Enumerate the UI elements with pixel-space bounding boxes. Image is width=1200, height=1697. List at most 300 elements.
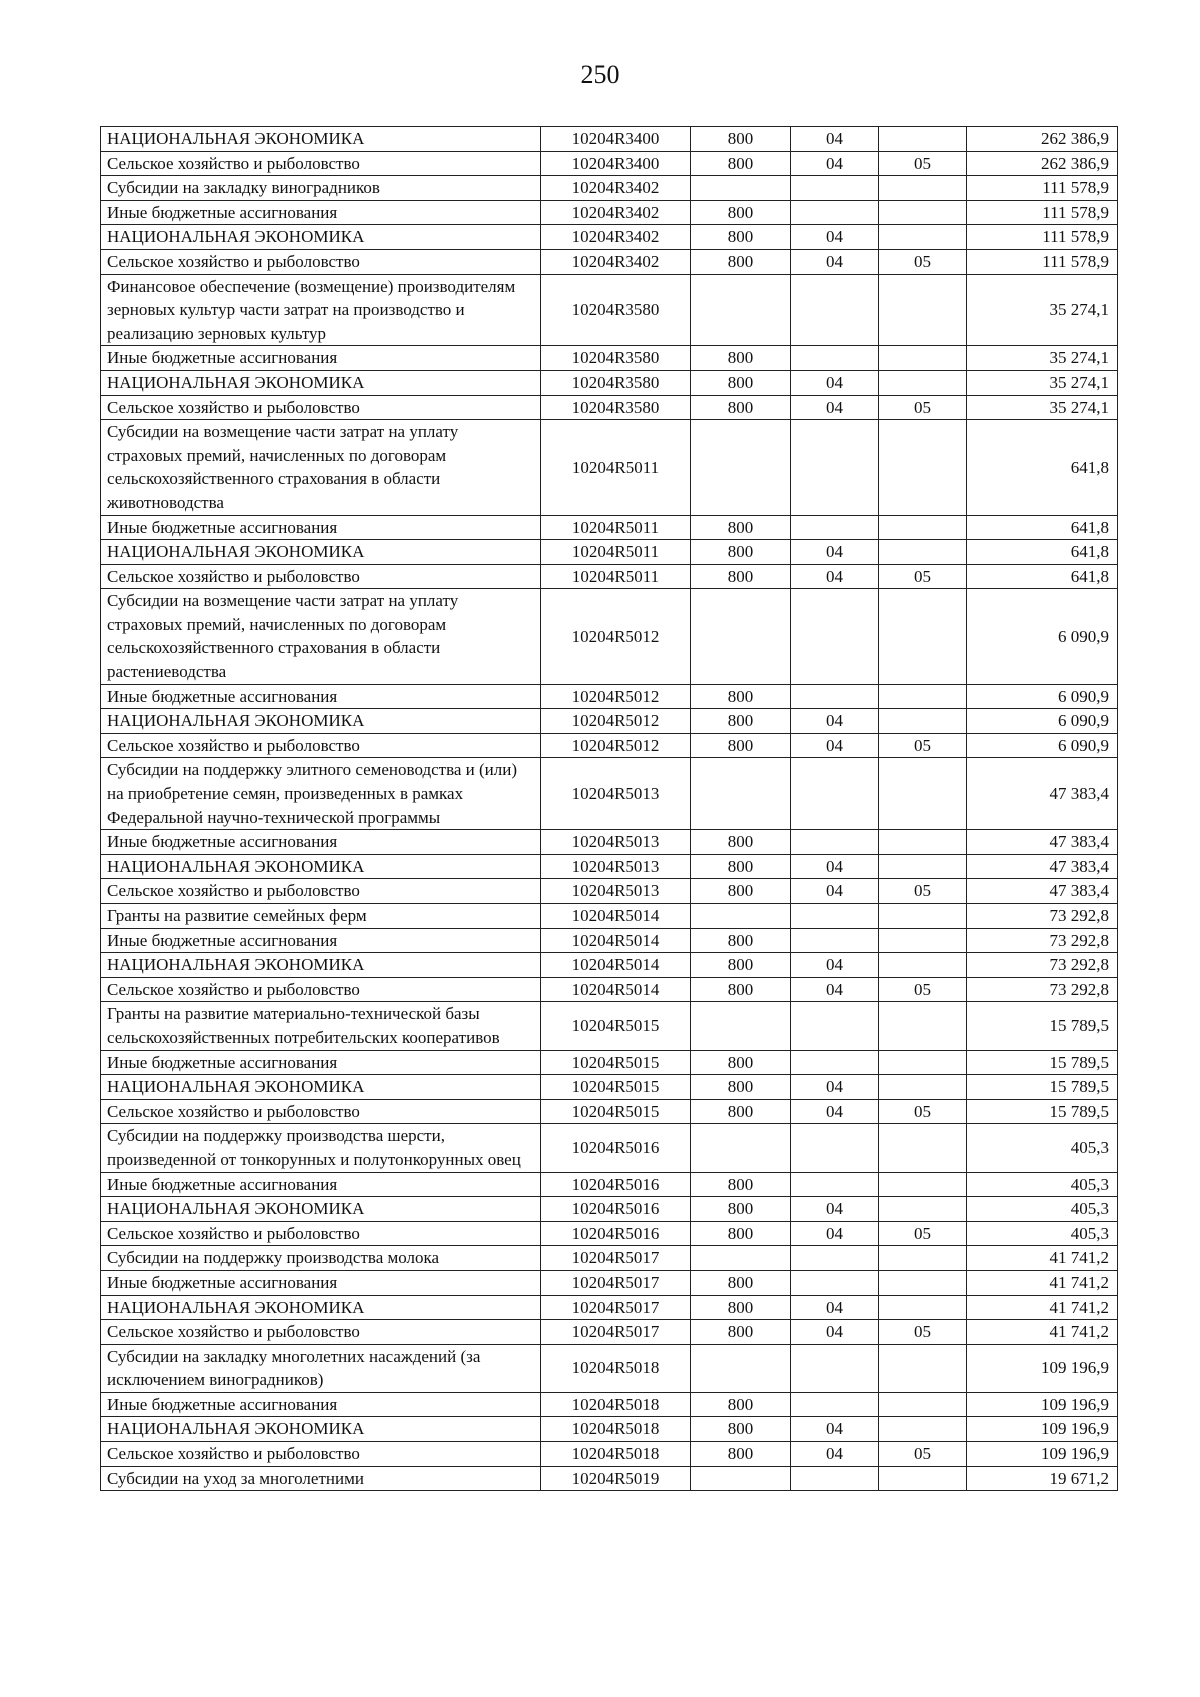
- section-cell: 04: [791, 854, 879, 879]
- section-cell: 04: [791, 564, 879, 589]
- target-code-cell: 10204R5013: [541, 830, 691, 855]
- item-name-cell: Сельское хозяйство и рыболовство: [101, 1320, 541, 1345]
- expense-type-cell: 800: [691, 928, 791, 953]
- item-name-cell: НАЦИОНАЛЬНАЯ ЭКОНОМИКА: [101, 1197, 541, 1222]
- target-code-cell: 10204R3402: [541, 200, 691, 225]
- table-row: [101, 684, 1118, 709]
- target-code-cell: 10204R5012: [541, 733, 691, 758]
- table-row: [101, 346, 1118, 371]
- expense-type-cell: 800: [691, 953, 791, 978]
- amount-cell: 641,8: [967, 515, 1118, 540]
- item-name-cell: НАЦИОНАЛЬНАЯ ЭКОНОМИКА: [101, 225, 541, 250]
- section-cell: [791, 200, 879, 225]
- target-code-cell: 10204R5011: [541, 564, 691, 589]
- subsection-cell: [879, 274, 967, 346]
- subsection-cell: [879, 684, 967, 709]
- amount-cell: 41 741,2: [967, 1246, 1118, 1271]
- item-name-cell: Иные бюджетные ассигнования: [101, 1050, 541, 1075]
- table-row: [101, 1099, 1118, 1124]
- item-name-cell: Субсидии на возмещение части затрат на уплату страховых премий, начисленных по договорам сельскохозяйственного страхования в области растениеводства: [101, 589, 541, 684]
- target-code-cell: 10204R3580: [541, 274, 691, 346]
- amount-cell: 6 090,9: [967, 709, 1118, 734]
- table-row: [101, 1172, 1118, 1197]
- table-row: [101, 1050, 1118, 1075]
- section-cell: [791, 1124, 879, 1172]
- section-cell: [791, 1344, 879, 1392]
- table-row: [101, 540, 1118, 565]
- item-name-cell: НАЦИОНАЛЬНАЯ ЭКОНОМИКА: [101, 1295, 541, 1320]
- item-name-cell: Субсидии на поддержку элитного семеноводства и (или) на приобретение семян, произведенных в рамках Федеральной научно-технической программы: [101, 758, 541, 830]
- amount-cell: 41 741,2: [967, 1320, 1118, 1345]
- subsection-cell: [879, 1270, 967, 1295]
- section-cell: 04: [791, 879, 879, 904]
- section-cell: [791, 274, 879, 346]
- amount-cell: 641,8: [967, 420, 1118, 515]
- subsection-cell: [879, 1466, 967, 1491]
- table-row: [101, 249, 1118, 274]
- amount-cell: 109 196,9: [967, 1392, 1118, 1417]
- table-row: [101, 758, 1118, 830]
- amount-cell: 35 274,1: [967, 395, 1118, 420]
- amount-cell: 73 292,8: [967, 953, 1118, 978]
- subsection-cell: [879, 200, 967, 225]
- target-code-cell: 10204R5014: [541, 953, 691, 978]
- expense-type-cell: [691, 1002, 791, 1050]
- item-name-cell: Субсидии на закладку виноградников: [101, 176, 541, 201]
- amount-cell: 405,3: [967, 1197, 1118, 1222]
- amount-cell: 641,8: [967, 540, 1118, 565]
- subsection-cell: 05: [879, 733, 967, 758]
- amount-cell: 111 578,9: [967, 176, 1118, 201]
- table-row: [101, 1295, 1118, 1320]
- item-name-cell: НАЦИОНАЛЬНАЯ ЭКОНОМИКА: [101, 540, 541, 565]
- expense-type-cell: 800: [691, 879, 791, 904]
- item-name-cell: Иные бюджетные ассигнования: [101, 684, 541, 709]
- section-cell: [791, 1270, 879, 1295]
- subsection-cell: [879, 515, 967, 540]
- amount-cell: 19 671,2: [967, 1466, 1118, 1491]
- subsection-cell: [879, 1417, 967, 1442]
- item-name-cell: НАЦИОНАЛЬНАЯ ЭКОНОМИКА: [101, 953, 541, 978]
- target-code-cell: 10204R5018: [541, 1344, 691, 1392]
- table-row: [101, 830, 1118, 855]
- table-row: [101, 709, 1118, 734]
- expense-type-cell: 800: [691, 709, 791, 734]
- target-code-cell: 10204R3580: [541, 370, 691, 395]
- item-name-cell: Сельское хозяйство и рыболовство: [101, 1442, 541, 1467]
- section-cell: [791, 420, 879, 515]
- amount-cell: 109 196,9: [967, 1417, 1118, 1442]
- subsection-cell: [879, 346, 967, 371]
- section-cell: 04: [791, 709, 879, 734]
- expense-type-cell: 800: [691, 854, 791, 879]
- expense-type-cell: 800: [691, 249, 791, 274]
- target-code-cell: 10204R5013: [541, 879, 691, 904]
- item-name-cell: Финансовое обеспечение (возмещение) производителям зерновых культур части затрат на производство и реализацию зерновых культур: [101, 274, 541, 346]
- target-code-cell: 10204R3400: [541, 151, 691, 176]
- item-name-cell: Субсидии на поддержку производства шерсти, произведенной от тонкорунных и полутонкорунных овец: [101, 1124, 541, 1172]
- subsection-cell: [879, 1075, 967, 1100]
- subsection-cell: [879, 928, 967, 953]
- item-name-cell: Гранты на развитие материально-технической базы сельскохозяйственных потребительских кооперативов: [101, 1002, 541, 1050]
- target-code-cell: 10204R5011: [541, 420, 691, 515]
- expense-type-cell: 800: [691, 977, 791, 1002]
- table-row: [101, 904, 1118, 929]
- amount-cell: 405,3: [967, 1172, 1118, 1197]
- subsection-cell: [879, 904, 967, 929]
- amount-cell: 15 789,5: [967, 1002, 1118, 1050]
- expense-type-cell: 800: [691, 1197, 791, 1222]
- expense-type-cell: 800: [691, 1442, 791, 1467]
- subsection-cell: 05: [879, 1099, 967, 1124]
- budget-table: [100, 126, 1118, 1491]
- table-row: [101, 879, 1118, 904]
- expense-type-cell: 800: [691, 1099, 791, 1124]
- table-row: [101, 1417, 1118, 1442]
- table-row: [101, 370, 1118, 395]
- section-cell: 04: [791, 953, 879, 978]
- expense-type-cell: 800: [691, 151, 791, 176]
- subsection-cell: [879, 758, 967, 830]
- section-cell: 04: [791, 1320, 879, 1345]
- expense-type-cell: 800: [691, 1270, 791, 1295]
- target-code-cell: 10204R5015: [541, 1099, 691, 1124]
- section-cell: [791, 1246, 879, 1271]
- section-cell: [791, 1466, 879, 1491]
- section-cell: [791, 830, 879, 855]
- table-row: [101, 515, 1118, 540]
- expense-type-cell: 800: [691, 1050, 791, 1075]
- section-cell: 04: [791, 1221, 879, 1246]
- item-name-cell: Сельское хозяйство и рыболовство: [101, 879, 541, 904]
- subsection-cell: [879, 225, 967, 250]
- section-cell: [791, 1172, 879, 1197]
- expense-type-cell: 800: [691, 564, 791, 589]
- item-name-cell: Сельское хозяйство и рыболовство: [101, 1221, 541, 1246]
- table-row: [101, 953, 1118, 978]
- section-cell: 04: [791, 249, 879, 274]
- expense-type-cell: 800: [691, 395, 791, 420]
- section-cell: 04: [791, 1197, 879, 1222]
- section-cell: 04: [791, 127, 879, 152]
- subsection-cell: [879, 1002, 967, 1050]
- item-name-cell: Субсидии на возмещение части затрат на уплату страховых премий, начисленных по договорам сельскохозяйственного страхования в области животноводства: [101, 420, 541, 515]
- amount-cell: 35 274,1: [967, 370, 1118, 395]
- target-code-cell: 10204R5017: [541, 1246, 691, 1271]
- subsection-cell: [879, 1172, 967, 1197]
- section-cell: 04: [791, 733, 879, 758]
- expense-type-cell: 800: [691, 127, 791, 152]
- table-row: [101, 1442, 1118, 1467]
- target-code-cell: 10204R5019: [541, 1466, 691, 1491]
- subsection-cell: [879, 1246, 967, 1271]
- amount-cell: 405,3: [967, 1124, 1118, 1172]
- amount-cell: 262 386,9: [967, 127, 1118, 152]
- item-name-cell: Субсидии на поддержку производства молока: [101, 1246, 541, 1271]
- subsection-cell: [879, 420, 967, 515]
- subsection-cell: [879, 540, 967, 565]
- amount-cell: 73 292,8: [967, 904, 1118, 929]
- subsection-cell: [879, 1344, 967, 1392]
- subsection-cell: 05: [879, 977, 967, 1002]
- table-row: [101, 274, 1118, 346]
- item-name-cell: Сельское хозяйство и рыболовство: [101, 564, 541, 589]
- table-row: [101, 977, 1118, 1002]
- table-row: [101, 1466, 1118, 1491]
- amount-cell: 47 383,4: [967, 758, 1118, 830]
- amount-cell: 35 274,1: [967, 274, 1118, 346]
- item-name-cell: Сельское хозяйство и рыболовство: [101, 151, 541, 176]
- item-name-cell: НАЦИОНАЛЬНАЯ ЭКОНОМИКА: [101, 1417, 541, 1442]
- subsection-cell: 05: [879, 564, 967, 589]
- amount-cell: 109 196,9: [967, 1442, 1118, 1467]
- target-code-cell: 10204R3402: [541, 249, 691, 274]
- table-row: [101, 1197, 1118, 1222]
- target-code-cell: 10204R5016: [541, 1197, 691, 1222]
- target-code-cell: 10204R5012: [541, 684, 691, 709]
- table-row: [101, 589, 1118, 684]
- amount-cell: 47 383,4: [967, 830, 1118, 855]
- item-name-cell: Иные бюджетные ассигнования: [101, 1172, 541, 1197]
- expense-type-cell: 800: [691, 684, 791, 709]
- target-code-cell: 10204R5013: [541, 758, 691, 830]
- section-cell: [791, 904, 879, 929]
- subsection-cell: [879, 830, 967, 855]
- subsection-cell: [879, 1392, 967, 1417]
- item-name-cell: Субсидии на уход за многолетними: [101, 1466, 541, 1491]
- amount-cell: 73 292,8: [967, 928, 1118, 953]
- subsection-cell: [879, 127, 967, 152]
- expense-type-cell: 800: [691, 1320, 791, 1345]
- section-cell: 04: [791, 977, 879, 1002]
- target-code-cell: 10204R5018: [541, 1392, 691, 1417]
- target-code-cell: 10204R5016: [541, 1221, 691, 1246]
- table-row: [101, 1246, 1118, 1271]
- subsection-cell: [879, 589, 967, 684]
- expense-type-cell: 800: [691, 346, 791, 371]
- target-code-cell: 10204R5018: [541, 1417, 691, 1442]
- subsection-cell: 05: [879, 1442, 967, 1467]
- subsection-cell: [879, 1124, 967, 1172]
- section-cell: [791, 684, 879, 709]
- amount-cell: 6 090,9: [967, 733, 1118, 758]
- amount-cell: 47 383,4: [967, 879, 1118, 904]
- expense-type-cell: 800: [691, 733, 791, 758]
- subsection-cell: 05: [879, 1320, 967, 1345]
- table-row: [101, 1270, 1118, 1295]
- target-code-cell: 10204R5012: [541, 709, 691, 734]
- table-row: [101, 1344, 1118, 1392]
- item-name-cell: Сельское хозяйство и рыболовство: [101, 249, 541, 274]
- amount-cell: 111 578,9: [967, 200, 1118, 225]
- section-cell: [791, 758, 879, 830]
- budget-table-body: [101, 127, 1118, 1491]
- subsection-cell: [879, 176, 967, 201]
- amount-cell: 41 741,2: [967, 1270, 1118, 1295]
- amount-cell: 262 386,9: [967, 151, 1118, 176]
- amount-cell: 15 789,5: [967, 1075, 1118, 1100]
- item-name-cell: Иные бюджетные ассигнования: [101, 1270, 541, 1295]
- target-code-cell: 10204R5018: [541, 1442, 691, 1467]
- item-name-cell: Иные бюджетные ассигнования: [101, 1392, 541, 1417]
- table-row: [101, 1075, 1118, 1100]
- section-cell: [791, 515, 879, 540]
- table-row: [101, 1320, 1118, 1345]
- item-name-cell: Сельское хозяйство и рыболовство: [101, 1099, 541, 1124]
- table-row: [101, 200, 1118, 225]
- expense-type-cell: [691, 904, 791, 929]
- section-cell: 04: [791, 1295, 879, 1320]
- table-row: [101, 151, 1118, 176]
- section-cell: [791, 176, 879, 201]
- target-code-cell: 10204R5015: [541, 1002, 691, 1050]
- subsection-cell: [879, 854, 967, 879]
- item-name-cell: Иные бюджетные ассигнования: [101, 515, 541, 540]
- expense-type-cell: [691, 1344, 791, 1392]
- target-code-cell: 10204R5014: [541, 977, 691, 1002]
- section-cell: [791, 1050, 879, 1075]
- section-cell: 04: [791, 151, 879, 176]
- section-cell: [791, 928, 879, 953]
- table-row: [101, 928, 1118, 953]
- target-code-cell: 10204R5017: [541, 1320, 691, 1345]
- target-code-cell: 10204R3580: [541, 395, 691, 420]
- expense-type-cell: 800: [691, 540, 791, 565]
- target-code-cell: 10204R5015: [541, 1050, 691, 1075]
- subsection-cell: 05: [879, 1221, 967, 1246]
- section-cell: [791, 346, 879, 371]
- table-row: [101, 1124, 1118, 1172]
- item-name-cell: Сельское хозяйство и рыболовство: [101, 977, 541, 1002]
- item-name-cell: НАЦИОНАЛЬНАЯ ЭКОНОМИКА: [101, 370, 541, 395]
- section-cell: 04: [791, 1442, 879, 1467]
- item-name-cell: НАЦИОНАЛЬНАЯ ЭКОНОМИКА: [101, 1075, 541, 1100]
- target-code-cell: 10204R3402: [541, 225, 691, 250]
- item-name-cell: Иные бюджетные ассигнования: [101, 928, 541, 953]
- table-row: [101, 733, 1118, 758]
- amount-cell: 35 274,1: [967, 346, 1118, 371]
- section-cell: 04: [791, 370, 879, 395]
- table-row: [101, 1002, 1118, 1050]
- section-cell: [791, 1392, 879, 1417]
- item-name-cell: Иные бюджетные ассигнования: [101, 200, 541, 225]
- expense-type-cell: 800: [691, 200, 791, 225]
- subsection-cell: [879, 953, 967, 978]
- item-name-cell: Иные бюджетные ассигнования: [101, 346, 541, 371]
- expense-type-cell: 800: [691, 1392, 791, 1417]
- table-row: [101, 127, 1118, 152]
- subsection-cell: 05: [879, 151, 967, 176]
- expense-type-cell: 800: [691, 1417, 791, 1442]
- target-code-cell: 10204R3580: [541, 346, 691, 371]
- target-code-cell: 10204R5012: [541, 589, 691, 684]
- subsection-cell: [879, 1197, 967, 1222]
- table-row: [101, 225, 1118, 250]
- target-code-cell: 10204R5016: [541, 1124, 691, 1172]
- section-cell: 04: [791, 395, 879, 420]
- target-code-cell: 10204R3400: [541, 127, 691, 152]
- amount-cell: 6 090,9: [967, 589, 1118, 684]
- section-cell: 04: [791, 540, 879, 565]
- expense-type-cell: [691, 1246, 791, 1271]
- amount-cell: 15 789,5: [967, 1099, 1118, 1124]
- subsection-cell: [879, 370, 967, 395]
- target-code-cell: 10204R5016: [541, 1172, 691, 1197]
- table-row: [101, 1392, 1118, 1417]
- expense-type-cell: 800: [691, 370, 791, 395]
- expense-type-cell: [691, 758, 791, 830]
- expense-type-cell: 800: [691, 225, 791, 250]
- target-code-cell: 10204R3402: [541, 176, 691, 201]
- section-cell: 04: [791, 1075, 879, 1100]
- item-name-cell: Сельское хозяйство и рыболовство: [101, 733, 541, 758]
- section-cell: 04: [791, 1099, 879, 1124]
- target-code-cell: 10204R5017: [541, 1295, 691, 1320]
- subsection-cell: [879, 1050, 967, 1075]
- item-name-cell: НАЦИОНАЛЬНАЯ ЭКОНОМИКА: [101, 709, 541, 734]
- section-cell: [791, 1002, 879, 1050]
- subsection-cell: [879, 1295, 967, 1320]
- expense-type-cell: [691, 1466, 791, 1491]
- target-code-cell: 10204R5011: [541, 515, 691, 540]
- target-code-cell: 10204R5011: [541, 540, 691, 565]
- section-cell: 04: [791, 1417, 879, 1442]
- expense-type-cell: 800: [691, 830, 791, 855]
- item-name-cell: Иные бюджетные ассигнования: [101, 830, 541, 855]
- expense-type-cell: [691, 589, 791, 684]
- section-cell: [791, 589, 879, 684]
- expense-type-cell: [691, 420, 791, 515]
- target-code-cell: 10204R5017: [541, 1270, 691, 1295]
- expense-type-cell: 800: [691, 1295, 791, 1320]
- expense-type-cell: 800: [691, 1172, 791, 1197]
- item-name-cell: Субсидии на закладку многолетних насаждений (за исключением виноградников): [101, 1344, 541, 1392]
- section-cell: 04: [791, 225, 879, 250]
- table-row: [101, 1221, 1118, 1246]
- amount-cell: 73 292,8: [967, 977, 1118, 1002]
- amount-cell: 41 741,2: [967, 1295, 1118, 1320]
- amount-cell: 47 383,4: [967, 854, 1118, 879]
- expense-type-cell: 800: [691, 1221, 791, 1246]
- table-row: [101, 176, 1118, 201]
- expense-type-cell: [691, 1124, 791, 1172]
- table-row: [101, 564, 1118, 589]
- expense-type-cell: [691, 274, 791, 346]
- expense-type-cell: 800: [691, 1075, 791, 1100]
- amount-cell: 111 578,9: [967, 225, 1118, 250]
- amount-cell: 111 578,9: [967, 249, 1118, 274]
- page-number: 250: [580, 60, 620, 89]
- subsection-cell: 05: [879, 249, 967, 274]
- amount-cell: 6 090,9: [967, 684, 1118, 709]
- item-name-cell: НАЦИОНАЛЬНАЯ ЭКОНОМИКА: [101, 854, 541, 879]
- item-name-cell: НАЦИОНАЛЬНАЯ ЭКОНОМИКА: [101, 127, 541, 152]
- expense-type-cell: 800: [691, 515, 791, 540]
- target-code-cell: 10204R5014: [541, 904, 691, 929]
- item-name-cell: Сельское хозяйство и рыболовство: [101, 395, 541, 420]
- expense-type-cell: [691, 176, 791, 201]
- item-name-cell: Гранты на развитие семейных ферм: [101, 904, 541, 929]
- target-code-cell: 10204R5014: [541, 928, 691, 953]
- amount-cell: 405,3: [967, 1221, 1118, 1246]
- subsection-cell: 05: [879, 879, 967, 904]
- subsection-cell: 05: [879, 395, 967, 420]
- subsection-cell: [879, 709, 967, 734]
- table-row: [101, 395, 1118, 420]
- table-row: [101, 854, 1118, 879]
- amount-cell: 15 789,5: [967, 1050, 1118, 1075]
- amount-cell: 641,8: [967, 564, 1118, 589]
